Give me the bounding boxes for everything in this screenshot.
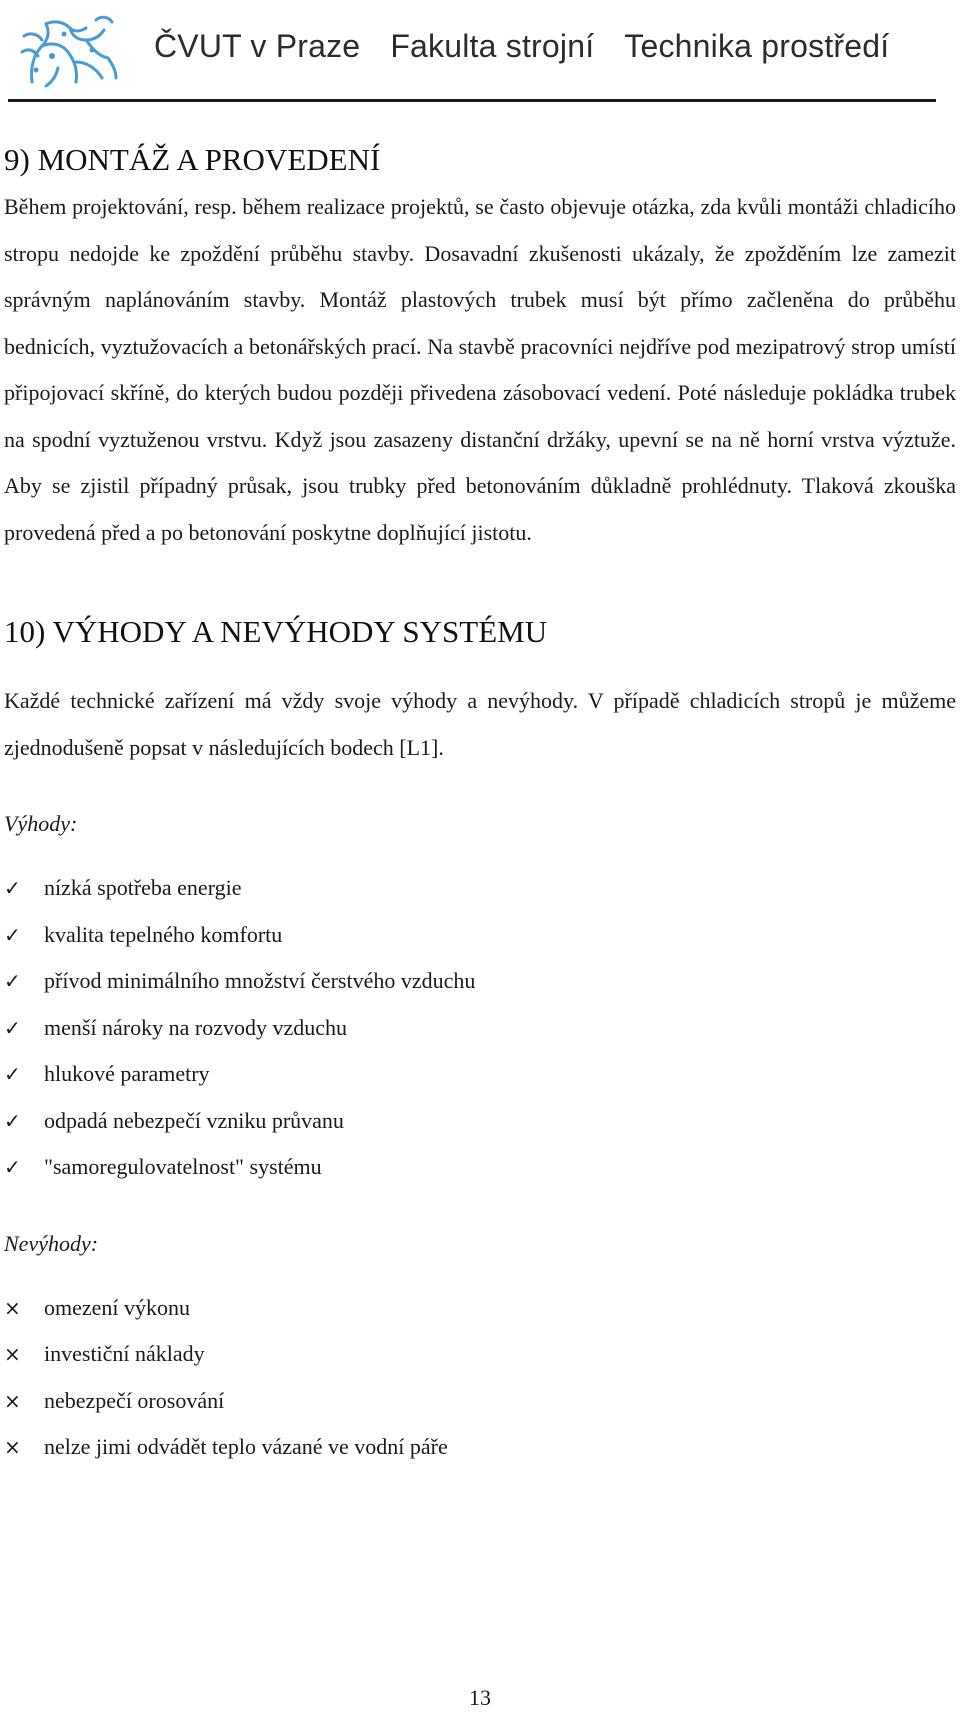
check-mark-icon: ✓	[4, 1015, 21, 1040]
section-10-paragraph: Každé technické zařízení má vždy svoje výhody a nevýhody. V případě chladicích stropů je můžeme zjednodušeně popsat v následujících bodech [L1].	[4, 688, 956, 760]
list-item: ✓ hlukové parametry	[4, 1051, 956, 1098]
header-faculty: Fakulta strojní	[390, 28, 595, 64]
advantages-label: Výhody:	[4, 811, 78, 836]
cross-mark-icon: ×	[4, 1295, 21, 1320]
list-item: × omezení výkonu	[4, 1285, 956, 1332]
list-item: × nebezpečí orosování	[4, 1378, 956, 1425]
section-9-paragraph: Během projektování, resp. během realizace projektů, se často objevuje otázka, zda kvůli montáži chladicího stropu nedojde ke zpoždění průběhu stavby. Dosavadní zkušenosti ukázaly, že zpožděním lze zamezit správným naplánováním stavby. Montáž plastových trubek musí být přímo začleněna do průběhu bednicích, vyztužovacích a betonářských prací. Na stavbě pracovníci nejdříve pod mezipatrový strop umístí připojovací skříně, do kterých budou později přivedena zásobovací vedení. Poté následuje pokládka trubek na spodní vyztuženou vrstvu. Když jsou zasazeny distanční držáky, upevní se na ně horní vrstva výztuže. Aby se zjistil případný průsak, jsou trubky před betonováním důkladně prohlédnuty. Tlaková zkouška provedená před a po betonování poskytne doplňující jistotu.	[4, 194, 956, 545]
cross-mark-icon: ×	[4, 1388, 21, 1413]
advantages-list	[4, 865, 956, 1191]
disadvantages-list	[4, 1285, 956, 1471]
list-item: ✓ přívod minimálního množství čerstvého vzduchu	[4, 958, 956, 1005]
page-number: 13	[469, 1685, 491, 1710]
check-mark-icon: ✓	[4, 969, 21, 993]
disadvantages-label: Nevýhody:	[4, 1230, 99, 1256]
university-lion-logo-icon	[12, 12, 122, 92]
list-item: × nelze jimi odvádět teplo vázané ve vodní páře	[4, 1424, 956, 1471]
list-item: ✓ nízká spotřeba energie	[4, 865, 956, 912]
check-mark-icon: ✓	[4, 1062, 21, 1086]
check-mark-icon: ✓	[4, 1155, 21, 1179]
header-department: Technika prostředí	[624, 28, 890, 64]
list-item: ✓ "samoregulovatelnost" systému	[4, 1144, 956, 1191]
section-10-heading: 10) VÝHODY A NEVÝHODY SYSTÉMU	[4, 614, 548, 649]
header-divider	[8, 99, 936, 102]
check-mark-icon: ✓	[4, 922, 21, 947]
list-item: × investiční náklady	[4, 1331, 956, 1378]
header-institution: ČVUT v Praze	[154, 28, 361, 64]
section-9-heading: 9) MONTÁŽ A PROVEDENÍ	[4, 142, 381, 177]
check-mark-icon: ✓	[4, 876, 21, 900]
page-header	[8, 8, 936, 104]
cross-mark-icon: ×	[4, 1435, 21, 1459]
list-item: ✓ odpadá nebezpečí vzniku průvanu	[4, 1098, 956, 1145]
page-content	[4, 140, 956, 1471]
check-mark-icon: ✓	[4, 1108, 21, 1133]
list-item: ✓ menší nároky na rozvody vzduchu	[4, 1005, 956, 1052]
cross-mark-icon: ×	[4, 1342, 21, 1366]
header-title	[154, 28, 889, 65]
list-item: ✓ kvalita tepelného komfortu	[4, 912, 956, 959]
